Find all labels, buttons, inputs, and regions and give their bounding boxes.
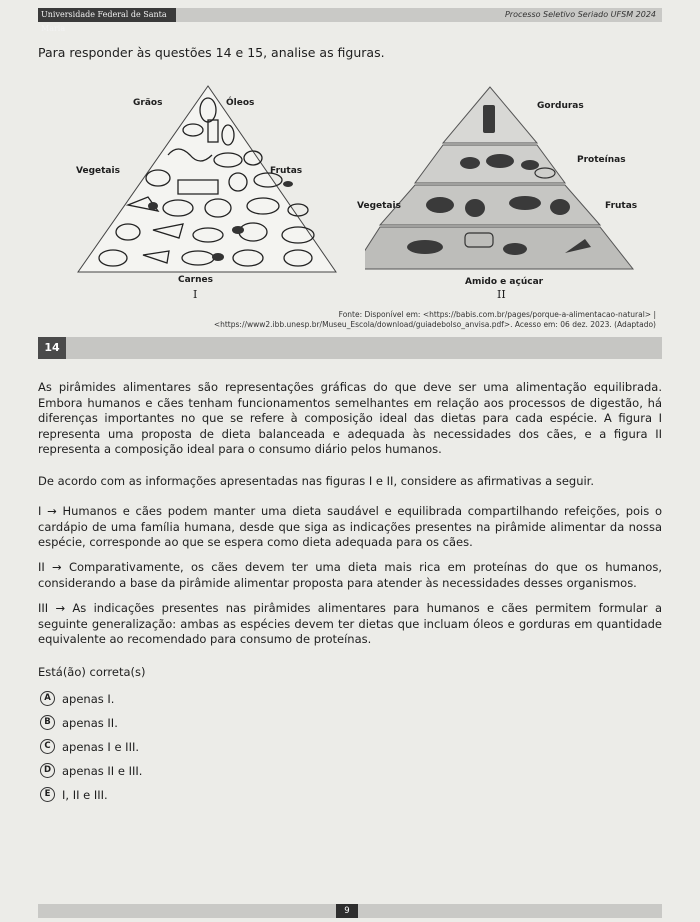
question-number: 14 [38,337,66,359]
page-number: 9 [336,904,358,918]
option-text: I, II e III. [62,787,108,802]
intro-text: Para responder às questões 14 e 15, analise as figuras. [38,45,385,60]
option-d[interactable] [40,763,142,778]
label-vegetais: Vegetais [76,166,120,176]
label-graos: Grãos [133,98,163,108]
statement-2 [38,560,662,591]
figure-human-food-pyramid [357,83,655,287]
question-paragraph-2 [38,474,662,490]
dog-pyramid-illustration [58,80,338,280]
option-text: apenas II e III. [62,763,143,778]
option-letter: A [40,691,55,706]
page-header [38,8,662,33]
question-paragraph-1 [38,380,662,458]
label-gorduras: Gorduras [537,101,584,111]
source-line-1: Fonte: Disponível em: <https://babis.com.br/pages/porque-a-alimentacao-natural> | [338,310,656,319]
option-letter: C [40,739,55,754]
statement-3 [38,601,662,648]
label-frutas: Frutas [605,201,638,211]
option-text: apenas II. [62,715,118,730]
label-frutas: Frutas [270,166,303,176]
option-text: apenas I e III. [62,739,140,754]
header-institution: Universidade Federal de Santa Maria [38,8,176,22]
paragraph-text: As pirâmides alimentares são representações gráficas do que deve ser uma alimentação equilibrada. Embora humanos e cães tenham funcionamentos semelhantes em relação aos processos de digestão, há diferenças importantes no que se refere à composição ideal das dietas para cada espécie. A figura I representa uma proposta de dieta balanceada e adequada às necessidades dos cães, e a figura II representa a composição ideal para o consumo diário pelos humanos. [38,380,662,457]
figure2-numeral: II [497,288,506,301]
option-e[interactable] [40,787,108,802]
statement-1 [38,504,662,551]
label-oleos: Óleos [226,98,255,108]
human-pyramid-illustration [365,83,655,283]
label-amido-acucar: Amido e açúcar [465,277,544,287]
option-text: apenas I. [62,691,115,706]
source-line-2: <https://www2.ibb.unesp.br/Museu_Escola/download/guiadebolso_anvisa.pdf>. Acesso em: 06 dez. 2023. (Adaptado) [213,320,656,329]
paragraph-text: De acordo com as informações apresentadas nas figuras I e II, considere as afirmativas a seguir. [38,474,595,488]
label-proteinas: Proteínas [577,155,626,165]
label-carnes: Carnes [178,275,213,285]
prompt-text: Está(ão) correta(s) [38,665,146,679]
option-b[interactable] [40,715,118,730]
option-a[interactable] [40,691,114,706]
option-letter: D [40,763,55,778]
option-c[interactable] [40,739,139,754]
option-letter: E [40,787,55,802]
statement-text: II → Comparativamente, os cães devem ter uma dieta mais rica em proteínas do que os humanos, considerando a base da pirâmide alimentar proposta para atender às necessidades desses organismos. [38,560,662,590]
figure1-numeral: I [193,288,198,301]
statement-text: I → Humanos e cães podem manter uma dieta saudável e equilibrada compartilhando refeições, pois o cardápio de uma família humana, desde que siga as indicações presentes na pirâmide alimentar da nossa espécie, corresponde ao que se espera como dieta adequada para os cães. [38,504,662,550]
header-exam-title: Processo Seletivo Seriado UFSM 2024 [504,10,656,19]
option-letter: B [40,715,55,730]
figure-dog-food-pyramid [58,80,338,285]
question-header [38,337,662,359]
question-prompt [38,665,662,681]
statement-text: III → As indicações presentes nas pirâmides alimentares para humanos e cães permitem formular a seguinte generalização: ambas as espécies devem ter dietas que incluam óleos e gorduras em quantidade equivalente ao recomendado para consumo de proteínas. [38,601,662,647]
label-vegetais: Vegetais [357,201,401,211]
